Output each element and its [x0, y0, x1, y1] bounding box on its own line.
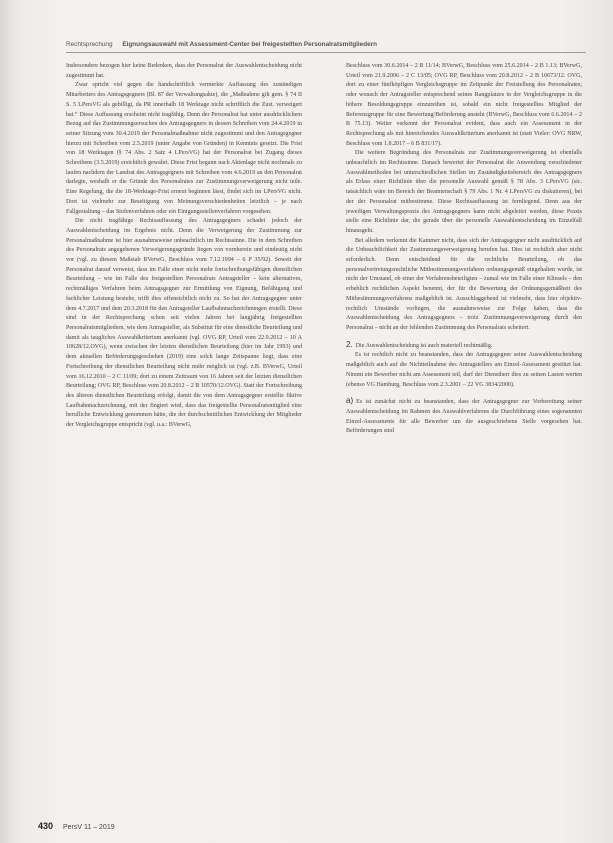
running-head-section: Rechtsprechung: [66, 41, 113, 48]
right-column: [346, 62, 582, 437]
numbered-heading: [346, 340, 582, 352]
paragraph: Bei alledem verkennt die Kammer nicht, dass sich der Antragsgegner nicht ausdrücklich auf die Unbeachtlichkeit der Zustimmungsverweigerung berufen hat. Dies ist rechtlich aber nicht erforderlich. Denn entscheidend für die rechtliche Beurteilung, ob das personalvertretungsrechtliche Mitbestimmungsverfahren ordnungsgemäß eingehalten wurde, ist nicht der Umstand, ob einer der Verfahrensbeteiligten – zumal wie im Falle einer Klinsels – den erheblich rechtlichen Aspekt benennt, der für die Bewertung der Ordnungsgemäßheit des Mitbestimmungsverfahrens maßgeblich ist. Ausschlaggebend ist vielmehr, dass hier objektiv-rechtlich Umstände vorliegen, die ausnahmsweise zur Folge haben, dass die Auswahlentscheidung des Antragsgegners – trotz Zustimmungsverweigerung durch den Personalrat – nicht an der fehlenden Zustimmung des Personalrats scheitert.: [346, 237, 582, 331]
paragraph: Insbesondere bezogen hier keine Bedenken, dass der Personalrat der Auswahlentscheidung nicht zugestimmt hat.: [66, 63, 302, 79]
journal-issue: PersV 11 – 2019: [62, 824, 115, 831]
running-head-title: Eignungsauswahl mit Assessment-Center bei freigestellten Personalratsmitgliedern: [122, 41, 378, 48]
paragraph: Es ist rechtlich nicht zu beanstanden, dass der Antragsgegner seine Auswahlentscheidung maßgeblich auch auf die Nichtteilnahme des Antragstellers am Einzel-Assessment gestützt hat. Nimmt ein Bewerber nicht am Assessment teil, darf der Dienstherr dies zu seinen Lasten werten (ebenso VG Hamburg, Beschluss vom 2.3.2001 – 22 VG 3834/2000).: [346, 352, 582, 388]
paragraph: Die nicht tragfähige Rechtsauffassung des Antragsgegners schadet jedoch der Auswahlentscheidung im Ergebnis nicht. Denn die Verweigerung der Zustimmung zur Personalmaßnahme ist hier ausnahmsweise unbeachtlich im Rechtssinne. Die in dem Schreiben des Personalrats angegebenen Verweigerungsgründe liegen von vornherein und eindeutig nicht vor (vgl. zu diesem Maßstab BVerwG, Beschluss vom 7.12.1994 – 6 P 35/92). Soweit der Personalrat darauf verweist, dass im Falle einer nicht mehr fortschreibungsfähigen dienstlichen Beurteilung – wie im Falle des freigestellten Personalrats Antragsteller – kein alternatives, rechtmäßiges Verfahren beim Antragsgegner zur Ermittlung von Eignung, Befähigung und fachlicher Leistung bestehe, trifft dies offensichtlich nicht zu. So hat der Antragsgegner unter dem 4.7.2017 und dem 20.3.2018 für den Antragsteller Laufbahnnachzeichnungen erstellt. Diese sind in der Rechtsprechung schon seit vielen Jahren bei langjährig freigestellten Personalratsmitgliedern, wie dem Antragsteller, als Substitut für eine dienstliche Beurteilung und damit als taugliches Auswahlkriterium anerkannt (vgl. OVG RP, Urteil vom 22.9.2012 – 10 A 10628/12.OVG), wenn zwischen der letzten dienstlichen Beurteilung (hier im Jahr 1993) und dem aktuellen Beförderungsgeschehen (2019) eine solch lange Zeitspanne liegt, dass eine Fortschreibung der dienstlichen Beurteilung nicht mehr möglich ist (vgl. z.B. BVerwG, Urteil vom 16.12.2010 – 2 C 11/09; dort zu einem Zeitraum von 16 Jahren seit der letzten dienstlichen Beurteilung; OVG RP, Beschluss vom 20.8.2012 – 2 B 10570/12.OVG). Statt der Fortschreibung des älteren dienstlichen Beurteilung erfolgt, damit die von dem Antragsgegner erstellte fiktive Laufbahnnachzeichnung, mit der fingiert wird, dass das freigestellte Personalratsmitglied eine berufliche Entwicklung genommen hätte, die der durchschnittlichen Entwicklung der Mitglieder der Vergleichsgruppe entspricht (vgl. u.a.: BVerwG,: [66, 218, 302, 429]
section-number: 2.: [346, 339, 353, 349]
running-head: [66, 41, 586, 48]
section-number: a): [346, 396, 354, 406]
page-footer: [38, 821, 115, 831]
paragraph: Beschluss vom 30.6.2014 – 2 B 11/14; BVerwG, Beschluss vom 25.6.2014 – 2 B 1.13; BVerwG, Urteil vom 21.9.2006 – 2 C 13/05; OVG RP, Beschluss vom 20.8.2012 – 2 B 10673/12. OVG, dort zu einer fünfköpfigen Vergleichsgruppe im Zeitpunkt der Freistellung des Personalrates; oder wonach der Antragsteller entsprechend seines Rangplatzes in der Vergleichsgruppe in die höhere Besoldungsgruppe einzureihen ist, sobald ein nicht freigestelltes Mitglied der Referenzgruppe für eine Bewertung/Beförderung ansteht (BVerwG, Beschluss vom 6.6.2014 – 2 B 75.13). Weiter verkennt der Personalrat evident, dass auch ein Assessment in der Rechtsprechung als mit hinreichendes Auswahlkriterium anerkannt ist (statt Vieler: OVG NRW, Beschluss vom 1.8.2017 – 6 B 831/17).: [346, 63, 582, 147]
paragraph: Die weitere Begründung des Personalrats zur Zustimmungsverweigerung ist ebenfalls unbeachtlich im Rechtssinne. Danach bewertet der Personalrat die Anwendung verschiedener Auswahlmethoden bei unterschiedlichen Stellen im Zuständigkeitsbereich des Antragsgegners als Erlass einer Richtlinie über die personelle Auswahl gemäß § 78 Abs. 3 LPersVG (sic. tatsächlich wäre im Bereich der Beamtenschaft § 79 Abs. 1 Nr. 4 LPersVG zu diskutieren), bei der der Personalrat mitbestimme. Diese Rechtsauffassung ist fernliegend. Denn aus der jeweiligen Verwaltungspraxis des Antragsgegners kann nicht abgeleitet werden, diese Praxis stelle eine Richtlinie dar, die gerade über die personelle Auswahlentscheidung im Einzelfall hinausgeht.: [346, 150, 582, 234]
section-text: Die Auswahlentscheidung ist auch materiell rechtmäßig.: [355, 342, 493, 349]
numbered-paragraph: [346, 396, 582, 437]
header-rule: [66, 52, 586, 53]
section-text: Es ist zunächst nicht zu beanstanden, dass der Antragsgegner zur Vorbereitung seiner Auswahlentscheidung im Rahmen des Auswahlverfahrens die Durchführung eines sogenannten Einzel-Assessments für alle Bewerber um die ausgeschriebene Stelle vorgesehen hat. Beförderungen sind: [346, 399, 582, 435]
left-column: [66, 62, 302, 431]
paragraph: Zwar spricht viel gegen die handschriftlich vermerkte Auffassung des zuständigen Mitarbeiters des Antragsgegners (Bl. 87 der Verwaltungsakte), die „Maßnahme gilt gem. § 74 II S. 5 LPersVG als gebilligt, da PR innerhalb 18 Werktage nicht schriftlich die Zust. verweigert hat.“ Diese Auffassung erscheint nicht tragfähig. Denn der Personalrat hat unter ausdrücklichem Bezug auf das Zustimmungsersuchen des Antragsgegners in dessen Schreiben vom 24.4.2019 in seiner Sitzung vom 30.4.2019 der Personalmaßnahme nicht zugestimmt und den Antragsgegner hierzu mit Schreiben vom 2.5.2019 (unter Angabe von Gründen) in Kenntnis gesetzt. Die Frist von 18 Werktagen (§ 74 Abs. 2 Satz 4 LPersVG) hat der Personalrat bei Zugang dieses Schreibens (3.5.2019) ersichtlich gewahrt. Diese Frist begann nach Aktenlage nicht nochmals zu laufen nachdem der Landrat des Antragsgegners mit Schreiben vom 4.6.2019 an den Personalrat darlegte, weshalb er die Gründe des Personalrates zur Zustimmungsverweigerung nicht teile. Eine Regelung, die die 18-Werktage-Frist erneut beginnen lässt, findet sich im LPersVG nicht. Dort ist vielmehr zur Beseitigung von Meinungsverschiedenheiten letztlich – je nach Fallgestaltung – das Stufenverfahren oder ein Einigungsstellenverfahren vorgesehen.: [66, 82, 302, 215]
page-number: 430: [38, 821, 54, 831]
